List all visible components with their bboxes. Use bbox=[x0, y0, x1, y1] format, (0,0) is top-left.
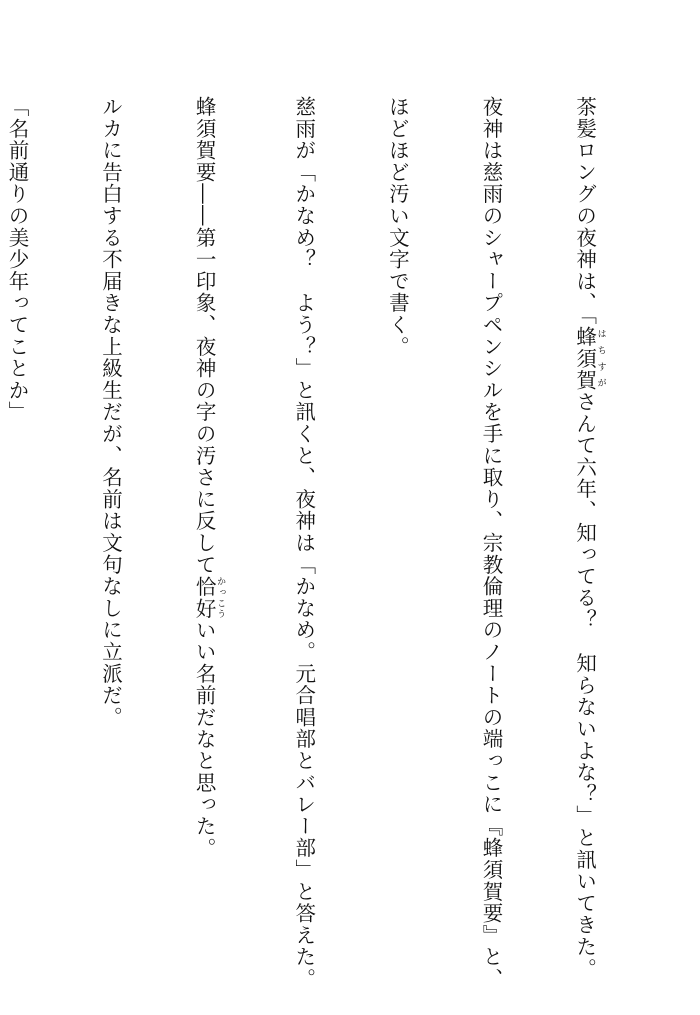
text-segment: 茶髪ロングの夜神は、「 bbox=[572, 96, 597, 326]
text-line-7: 「名前通りの美少年ってことか」 bbox=[4, 96, 29, 423]
text-segment: 蜂須賀要――第一印象、夜神の字の汚さに反して bbox=[192, 96, 217, 576]
text-line-1 bbox=[568, 96, 605, 986]
ruby-base: 蜂須賀 bbox=[572, 325, 597, 391]
text-line-3: ほどほど汚い文字で書く。 bbox=[385, 96, 410, 358]
ruby-reading: はちすが bbox=[595, 325, 606, 391]
text-line-5 bbox=[188, 96, 225, 986]
text-line-2: 夜神は慈雨のシャープペンシルを手に取り、宗教倫理のノートの端っこに『蜂須賀要』と、 bbox=[478, 96, 503, 990]
furigana-kakkou bbox=[192, 575, 226, 620]
text-segment: さんて六年、知ってる？ 知らないよな？」と訊いてきた。 bbox=[572, 390, 597, 980]
text-line-6: ルカに告白する不届きな上級生だが、名前は文句なしに立派だ。 bbox=[98, 96, 123, 729]
vertical-text-block bbox=[0, 96, 668, 990]
text-segment: いい名前だなと思った。 bbox=[192, 619, 217, 860]
furigana-hachisuga bbox=[572, 325, 606, 391]
ruby-base: 恰好 bbox=[192, 575, 217, 620]
ruby-reading: かっこう bbox=[215, 575, 226, 620]
text-line-4: 慈雨が「かなめ？ よう？」と訊くと、夜神は「かなめ。元合唱部とバレー部」と答えた。 bbox=[291, 96, 316, 990]
